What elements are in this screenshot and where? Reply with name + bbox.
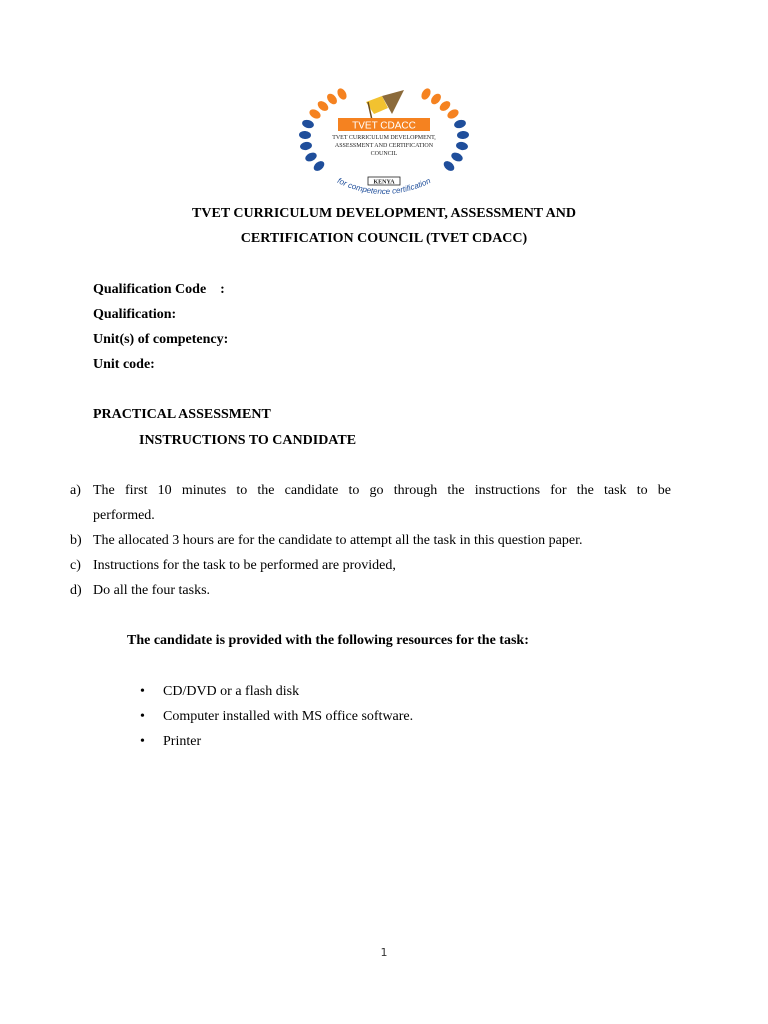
resource-item [0,733,768,751]
bullet-icon: • [140,734,145,749]
resource-item [0,708,768,726]
logo-council-line-1: TVET CURRICULUM DEVELOPMENT, [332,135,436,141]
instruction-item-a [0,482,768,522]
instruction-marker: d) [70,583,82,598]
instruction-text-line: The allocated 3 hours are for the candidate to attempt all the task in this question paper. [93,533,583,548]
council-title-line-2: CERTIFICATION COUNCIL (TVET CDACC) [240,231,528,246]
units-of-competency-label: Unit(s) of competency: [93,332,229,347]
bullet-icon: • [140,684,145,699]
flag-icon [366,90,404,120]
logo-motto-path: for competence certification [335,176,433,197]
resource-text: Printer [163,734,202,749]
instruction-item-c [0,557,768,575]
tvet-cdacc-logo [296,84,472,200]
council-title-line-1: TVET CURRICULUM DEVELOPMENT, ASSESSMENT AND [192,206,576,221]
instructions-heading: INSTRUCTIONS TO CANDIDATE [139,433,357,448]
instruction-item-b [0,532,768,550]
instruction-marker: b) [70,533,82,548]
resource-item [0,683,768,701]
logo-graphic [296,84,472,200]
instruction-text-line: The first 10 minutes to the candidate to go through the instructions for the task to be [93,483,671,498]
logo-banner-text: TVET CDACC [352,120,416,132]
resource-text: Computer installed with MS office software. [163,709,414,724]
instruction-marker: a) [70,483,81,498]
instruction-text-line: performed. [93,508,155,523]
logo-council-line-3: COUNCIL [370,151,398,157]
instruction-item-d [0,582,768,600]
qualification-label: Qualification: [93,307,177,322]
logo-country: KENYA [373,179,395,186]
page-number: 1 [380,946,388,959]
logo-council-line-2: ASSESSMENT AND CERTIFICATION [334,143,434,149]
qualification-code-label: Qualification Code : [93,282,225,297]
instruction-text-line: Do all the four tasks. [93,583,211,598]
resource-text: CD/DVD or a flash disk [163,684,300,699]
resources-heading: The candidate is provided with the following resources for the task: [127,633,529,648]
bullet-icon: • [140,709,145,724]
instruction-marker: c) [70,558,81,573]
practical-assessment-heading: PRACTICAL ASSESSMENT [93,407,271,422]
unit-code-label: Unit code: [93,357,155,372]
instruction-text-line: Instructions for the task to be performed are provided, [93,558,396,573]
